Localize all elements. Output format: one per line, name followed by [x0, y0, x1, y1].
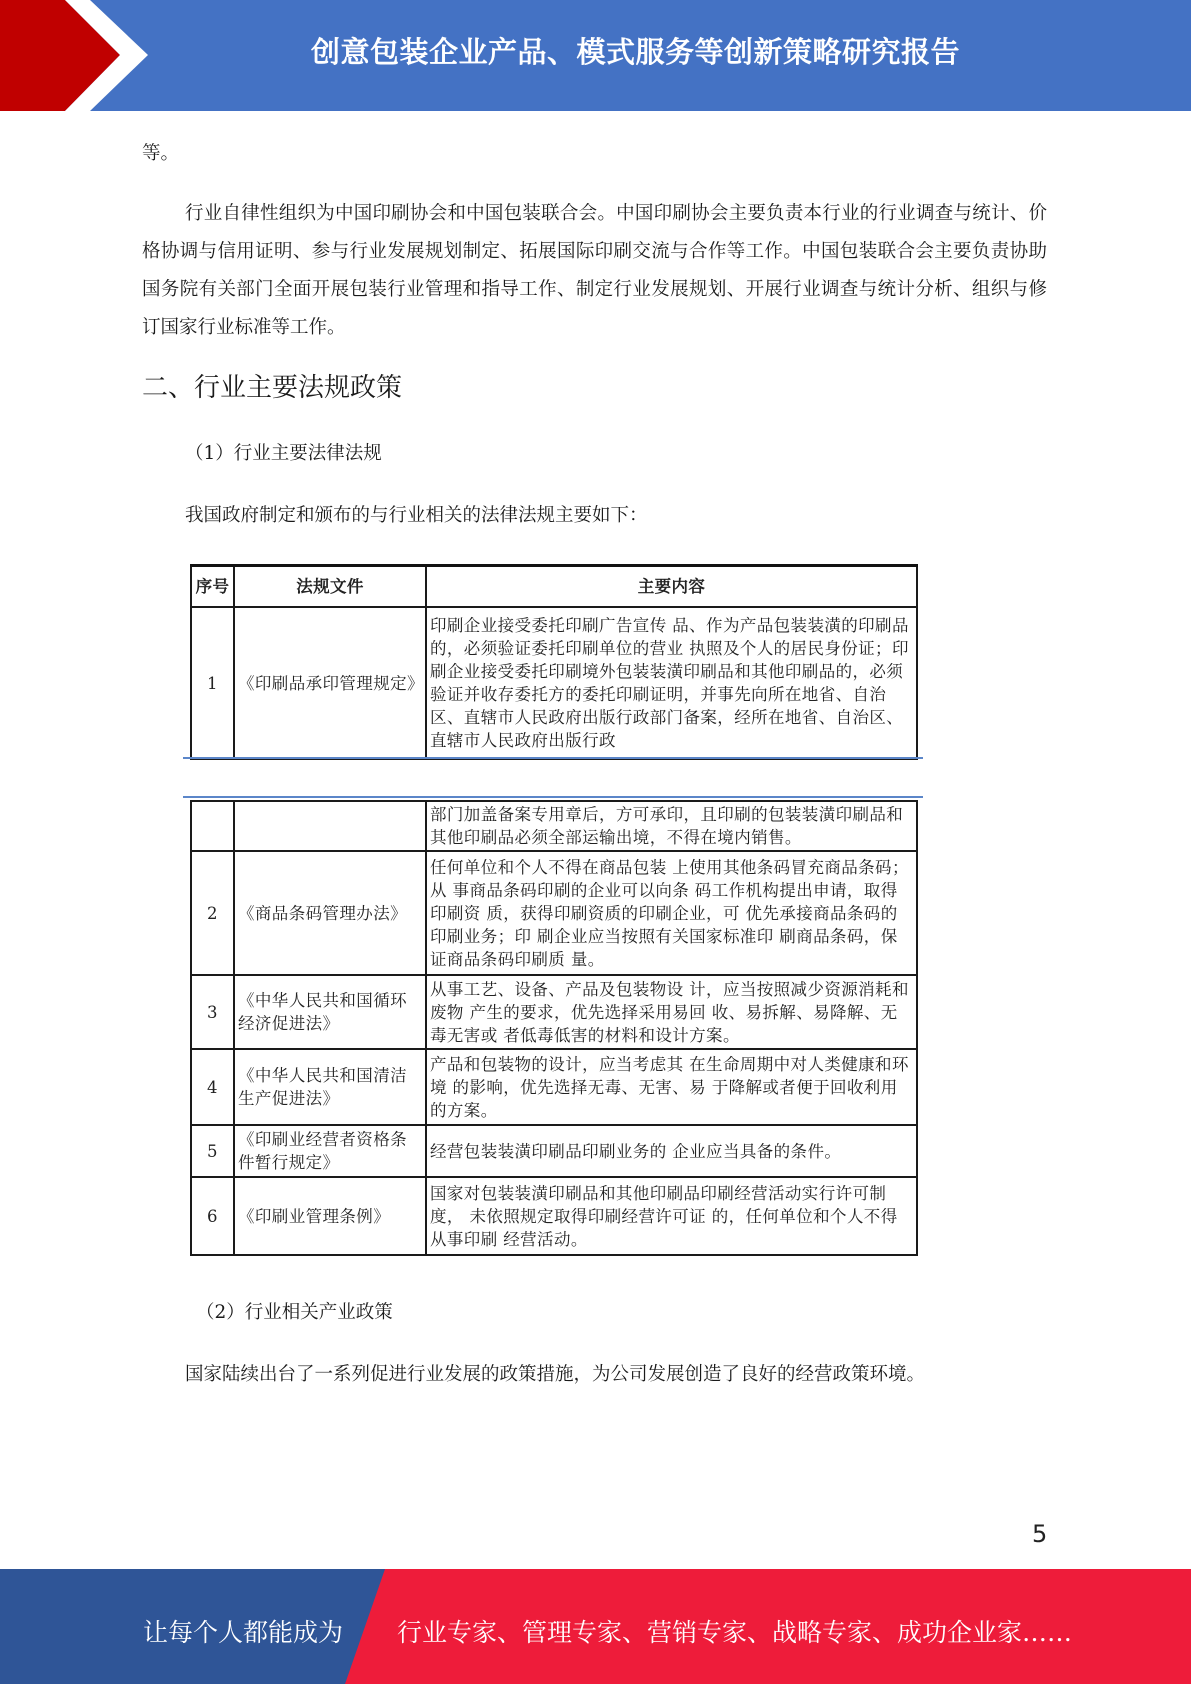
- row-number: 4: [191, 1049, 234, 1125]
- regulation-content: 经营包装装潢印刷品印刷业务的 企业应当具备的条件。: [426, 1125, 917, 1177]
- continued-paragraph: 等。: [142, 143, 180, 164]
- row-number: 5: [191, 1125, 234, 1177]
- regulations-table-continued: [190, 800, 918, 1256]
- regulation-name: 《中华人民共和国清洁生产促进法》: [234, 1049, 426, 1125]
- row-number: 3: [191, 975, 234, 1049]
- footer-slogan-left: 让每个人都能成为: [143, 1618, 344, 1647]
- regulation-content: 部门加盖备案专用章后，方可承印，且印刷的包装装潢印刷品和其他印刷品必须全部运输出境，不得在境内销售。: [426, 801, 917, 851]
- table-split-line: [183, 796, 923, 798]
- header-cell-content: 主要内容: [426, 566, 917, 608]
- table-row: [191, 975, 917, 1049]
- table-row: [191, 1049, 917, 1125]
- header-cell-no: 序号: [191, 566, 234, 608]
- page-header: [0, 0, 1191, 111]
- regulations-table: [190, 564, 918, 760]
- regulation-content: 从事工艺、设备、产品及包装物设 计，应当按照减少资源消耗和废物 产生的要求，优先选择采用易回 收、易拆解、易降解、无毒无害或 者低毒低害的材料和设计方案。: [426, 975, 917, 1049]
- table-row: [191, 607, 917, 759]
- industry-organization-paragraph: 行业自律性组织为中国印刷协会和中国包装联合会。中国印刷协会主要负责本行业的行业调查与统计、价格协调与信用证明、参与行业发展规划制定、拓展国际印刷交流与合作等工作。中国包装联合会主要负责协助国务院有关部门全面开展包装行业管理和指导工作、制定行业发展规划、开展行业调查与统计分析、组织与修订国家行业标准等工作。: [142, 203, 1047, 338]
- subsection-laws-heading: （1）行业主要法律法规: [185, 443, 382, 464]
- policy-intro-text: 国家陆续出台了一系列促进行业发展的政策措施，为公司发展创造了良好的经营政策环境。: [185, 1364, 926, 1385]
- regulation-content: 产品和包装物的设计，应当考虑其 在生命周期中对人类健康和环境 的影响，优先选择无毒、无害、易 于降解或者便于回收利用的方案。: [426, 1049, 917, 1125]
- subsection-policy-heading: （2）行业相关产业政策: [196, 1302, 393, 1323]
- regulation-name: 《印刷品承印管理规定》: [234, 607, 426, 759]
- row-number: [191, 801, 234, 851]
- regulations-table-part-b: [190, 800, 918, 1256]
- table-header-row: [191, 566, 917, 608]
- header-cell-document: 法规文件: [234, 566, 426, 608]
- table-row: [191, 1177, 917, 1255]
- row-number: 6: [191, 1177, 234, 1255]
- table-row: [191, 851, 917, 975]
- table-row: [191, 801, 917, 851]
- row-number: 1: [191, 607, 234, 759]
- table-row: [191, 1125, 917, 1177]
- regulation-name: 《印刷业管理条例》: [234, 1177, 426, 1255]
- row-number: 2: [191, 851, 234, 975]
- report-title: 创意包装企业产品、模式服务等创新策略研究报告: [310, 35, 960, 69]
- footer-slogan-right: 行业专家、管理专家、营销专家、战略专家、成功企业家……: [397, 1618, 1073, 1647]
- table-split-line: [183, 757, 923, 759]
- section-heading: 二、行业主要法规政策: [142, 373, 403, 403]
- regulation-content: 任何单位和个人不得在商品包装 上使用其他条码冒充商品条码；从 事商品条码印刷的企业可以向条 码工作机构提出申请，取得印刷资 质，获得印刷资质的印刷企业，可 优先承接商品条码的印刷业务；印 刷企业应当按照有关国家标准印 刷商品条码，保证商品条码印刷质 量。: [426, 851, 917, 975]
- regulation-name: 《印刷业经营者资格条件暂行规定》: [234, 1125, 426, 1177]
- header-chevron-decoration: [0, 0, 160, 111]
- laws-intro-text: 我国政府制定和颁布的与行业相关的法律法规主要如下：: [185, 505, 648, 526]
- regulation-name: 《中华人民共和国循环经济促进法》: [234, 975, 426, 1049]
- page-number: 5: [1032, 1520, 1048, 1548]
- regulation-content: 印刷企业接受委托印刷广告宣传 品、作为产品包装装潢的印刷品 的，必须验证委托印刷单位的营业 执照及个人的居民身份证；印刷企业接受委托印刷境外包装装潢印刷品和其他印刷品的，必须验证并收存委托方的委托印刷证明，并事先向所在地省、自治区、直辖市人民政府出版行政部门备案，经所在地省、自治区、直辖市人民政府出版行政: [426, 607, 917, 759]
- regulations-table-part-a: [190, 564, 918, 760]
- page-footer: [0, 1569, 1191, 1684]
- regulation-name: 《商品条码管理办法》: [234, 851, 426, 975]
- regulation-name: [234, 801, 426, 851]
- regulation-content: 国家对包装装潢印刷品和其他印刷品印刷经营活动实行许可制度， 未依照规定取得印刷经营许可证 的，任何单位和个人不得从事印刷 经营活动。: [426, 1177, 917, 1255]
